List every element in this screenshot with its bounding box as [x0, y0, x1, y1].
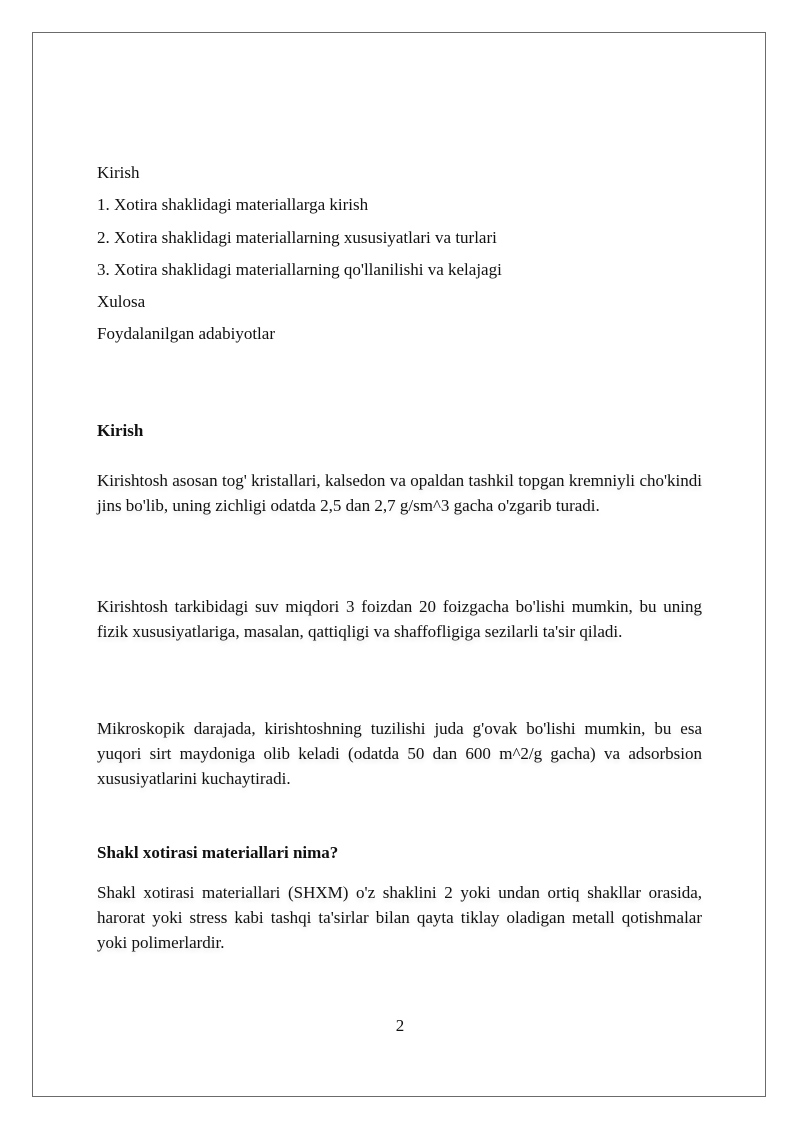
paragraph-shape-memory-1: Shakl xotirasi materiallari (SHXM) o'z shaklini 2 yoki undan ortiq shakllar orasida, harorat yoki stress kabi tashqi ta'sirlar bilan qayta tiklay oladigan metall qotishmalar yoki polimerlardir.	[97, 883, 702, 952]
toc-item-references: Foydalanilgan adabiyotlar	[97, 324, 275, 343]
paragraph-intro-3: Mikroskopik darajada, kirishtoshning tuzilishi juda g'ovak bo'lishi mumkin, bu esa yuqori sirt maydoniga olib keladi (odatda 50 dan 600 m^2/g gacha) va adsorbsion xususiyatlarini kuchaytiradi.	[97, 719, 702, 788]
page-number: 2	[395, 1016, 405, 1035]
toc-item-conclusion: Xulosa	[97, 292, 146, 311]
toc-item-3: 3. Xotira shaklidagi materiallarning qo'llanilishi va kelajagi	[97, 260, 502, 279]
paragraph-intro-2: Kirishtosh tarkibidagi suv miqdori 3 foizdan 20 foizgacha bo'lishi mumkin, bu uning fizik xususiyatlariga, masalan, qattiqligi va shaffofligiga sezilarli ta'sir qiladi.	[97, 597, 702, 641]
section-heading-shape-memory: Shakl xotirasi materiallari nima?	[97, 843, 339, 862]
toc-item-2: 2. Xotira shaklidagi materiallarning xususiyatlari va turlari	[97, 228, 497, 247]
section-heading-intro: Kirish	[97, 421, 144, 440]
toc-item-1: 1. Xotira shaklidagi materiallarga kirish	[97, 195, 369, 214]
toc-item-intro: Kirish	[97, 163, 140, 182]
paragraph-intro-1: Kirishtosh asosan tog' kristallari, kalsedon va opaldan tashkil topgan kremniyli cho'kindi jins bo'lib, uning zichligi odatda 2,5 dan 2,7 g/sm^3 gacha o'zgarib turadi.	[97, 471, 702, 515]
